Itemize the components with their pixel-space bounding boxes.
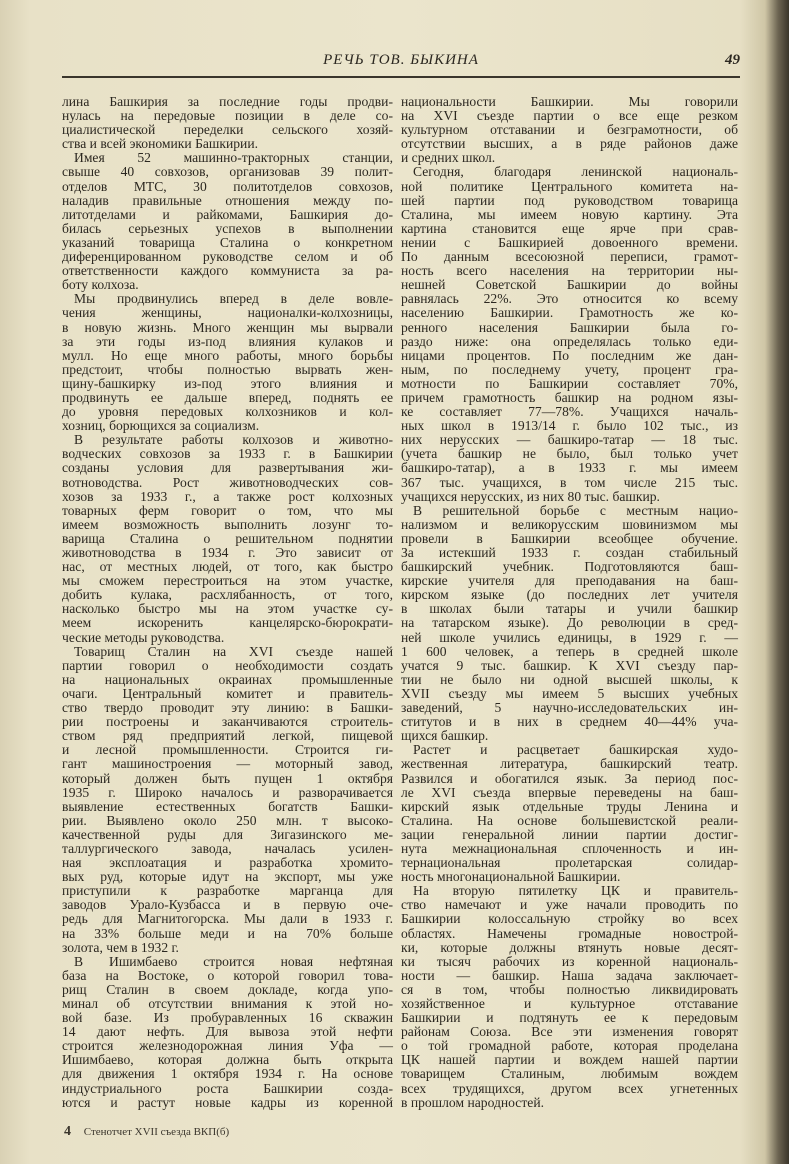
text-line: раздо ниже: она определялась только еди- [401,333,738,349]
text-line: щину-башкирку из-под этого влияния и [62,375,393,391]
text-line: Мы продвинулись вперед в деле вовле- [74,291,393,307]
text-line: ство твердо проводит эту линию: в Башки- [62,700,393,716]
text-line: который должен быть пущен 1 октября [62,770,393,786]
text-line: ность многонациональной Башкирии. [401,869,621,885]
text-line: жественная литература, башкирский театр. [401,756,738,772]
text-line: имеем возможность выполнить лозунг то- [62,516,393,532]
text-line: хозов за 1933 г., а также рост колхозных [62,488,393,504]
text-line: диференцированном руководстве селом и об [62,249,393,265]
text-line: тернациональная пролетарская солидар- [401,855,738,871]
text-line: учащихся нерусских, из них 80 тыс. башкир. [401,488,660,504]
text-line: литотделами и райкомами, Башкирия до- [62,206,393,222]
text-line: свыше 40 совхозов, организовав 39 полит- [62,164,393,180]
running-title: РЕЧЬ ТОВ. БЫКИНА [323,52,479,68]
text-line: ность всего населения на территории ны- [401,263,738,279]
text-line: насколько быстро мы на этом участке су- [62,601,393,617]
paragraph [62,433,393,644]
text-line: (учета башкир не было, был только учет [401,446,738,462]
text-line: золота, чем в 1932 г. [62,939,179,955]
text-line: наладив правильные отношения между по- [62,192,393,208]
text-line: Башкирии колоссальную стройку во всех [401,911,738,927]
text-line: до уровня передовых колхозников и кол- [62,404,393,420]
text-line: башкиро-татар), а в 1933 г. мы имеем [401,460,738,476]
text-line: нас, от местных людей, от того, как быстро [62,559,393,575]
text-line: районам Союза. Все эти изменения говорят [401,1024,738,1040]
text-line: ных школ в 1913/14 г. было 102 тыс., из [401,418,738,434]
text-line: зации генеральной линии партии достиг- [401,826,738,842]
footer-signature-text: Стенотчет XVII съезда ВКП(б) [83,1126,230,1138]
text-line: нешней Советской Башкирии до войны [401,277,738,293]
text-line: приступили к разработке марганца для [62,883,393,899]
text-line: товарных ферм говорит о том, что мы [62,502,393,518]
text-line: циалистической переделки сельского хозяй- [62,122,393,138]
text-line: нализмом и великорусским шовинизмом мы [401,516,738,532]
text-line: тии не было ни одной высшей школы, к [401,671,738,687]
text-line: боту колхоза. [62,277,139,293]
paragraph [62,955,393,1110]
text-line: картина становится еще ярче при срав- [401,220,738,236]
text-line: рии построены и заканчиваются строитель- [62,714,393,730]
text-line: указаний товарища Сталина о конкретном [62,234,393,250]
text-line: ки тысяч рабочих из коренной националь- [401,953,738,969]
signature-number: 4 [64,1124,71,1139]
text-line: на национальных окраинах промышленные [62,671,393,687]
page-footer [64,1124,229,1140]
text-line: добить кулака, расхлябанность, от того, [62,587,393,603]
text-line: равнялась 22%. Это относится ко всему [401,291,738,307]
text-line: ются и растут новые кадры из коренной [62,1094,393,1110]
paragraph [401,743,738,884]
text-line: продвинуть ее дальше вперед, поднять ее [62,389,393,405]
running-header [62,52,740,74]
text-line: и средних школ. [401,150,496,166]
text-line: для движения 1 октября 1934 г. На основе [62,1066,393,1082]
text-line: В решительной борьбе с местным нацио- [413,502,738,518]
text-line: отделов МТС, 30 политотделов совхозов, [62,178,393,194]
text-line: ная эксплоатация и разработка хромито- [62,855,393,871]
text-line: нулась на передовые позиции в деле со- [62,108,393,124]
paragraph [401,95,738,165]
text-line: ство намечают и уже начали проводить по [401,897,738,913]
text-line: культурном отставании и безграмотности, об [401,122,738,138]
text-line: ства и всей экономики Башкирии. [62,136,259,152]
text-line: По данным всесоюзной переписи, грамот- [401,249,738,265]
text-line: хозниц, борющихся за социализм. [62,418,260,434]
text-line: причем грамотность башкир на родном язы- [401,389,738,405]
text-line: В результате работы колхозов и животно- [74,432,393,448]
text-line: областях. Намечены громадные новострой- [401,925,738,941]
text-line: За истекший 1933 г. создан стабильный [401,545,738,560]
text-line: Ишимбаево, которая должна быть открыта [62,1052,393,1068]
text-line: ки, которые должны втянуть новые десят- [401,939,738,955]
text-line: строится железнодорожная линия Уфа — [62,1038,393,1054]
text-line: На вторую пятилетку ЦК и правитель- [413,883,738,899]
paragraph [62,95,393,151]
text-line: мулл. Но еще много работы, много борьбы [62,347,393,363]
text-line: шей партии под руководством товарища [401,192,738,208]
text-line: Сталина. На основе большевистской реали- [401,812,738,828]
text-line: и лесной промышленности. Строится ги- [62,742,393,758]
text-line: на 33% больше меди и на 70% больше [62,925,393,941]
text-line: вой базе. Из пробуравленных 16 скважин [62,1010,393,1026]
text-line: национальности Башкирии. Мы говорили [401,94,738,109]
text-line: кирский язык отдельные труды Ленина и [401,798,738,814]
text-line: ней школе учились единицы, в 1929 г. — [401,629,738,645]
text-line: лина Башкирия за последние годы продви- [62,94,393,109]
text-line: 1935 г. Широко началось и разворачивается [62,784,393,800]
text-line: мы сможем перестроиться на этом участке, [62,573,393,589]
page-number: 49 [725,52,740,68]
text-line: всех трудящихся, другом всех угнетенных [401,1080,738,1096]
text-line: нении с Башкирией довоенного времени. [401,234,738,250]
text-line: заведений, 5 научно-исследовательских ин- [401,700,738,716]
text-line: товарищем Сталиным, любимым вождем [401,1066,738,1082]
text-line: мотности по Башкирии составляет 70%, [401,375,738,391]
text-line: созданы условия для развертывания жи- [62,460,393,476]
text-line: ной политике Центрального комитета на- [401,178,738,194]
text-line: в новую жизнь. Много женщин мы вырвали [62,319,393,335]
text-line: Товарищ Сталин на XVI съезде нашей [74,643,393,659]
text-line: вотноводства. Рост животноводческих сов- [62,474,393,490]
text-line: в школах были татары и учили башкир [401,601,738,617]
text-line: ститутов и в них в среднем 40—44% уча- [401,714,738,730]
text-line: в прошлом народностей. [401,1094,544,1110]
text-line: рии. Выявлено около 250 млн. т высоко- [62,812,393,828]
text-line: XVII съезду мы имеем 5 высших учебных [401,685,738,701]
left-text-column [62,95,393,1110]
text-line: ке составляет 77—78%. Учащихся началь- [401,404,738,420]
text-line: таллургического завода, началась усилен- [62,840,393,856]
paragraph [62,151,393,292]
text-line: провели в Башкирии всеобщее обучение. [401,530,738,546]
text-line: рищ Сталин в своем докладе, когда упо- [62,981,393,997]
text-line: заводов Урало-Кузбасса и в первую оче- [62,897,393,913]
text-line: кирские учителя для преподавания на баш- [401,573,738,589]
text-line: партии говорил о необходимости создать [62,657,393,673]
text-line: кирском языке (до последних лет учителя [401,587,738,603]
text-line: ле XVI съезда впервые переведены на баш- [401,784,738,800]
text-line: база на Востоке, о которой говорил това- [62,967,393,983]
text-line: 367 тыс. учащихся, в том числе 215 тыс. [401,474,738,490]
text-line: ренного населения Башкирии была го- [401,319,738,335]
text-line: ся в том, чтобы полностью ликвидировать [401,981,738,997]
text-line: ницами процентов. По последним же дан- [401,347,738,363]
text-line: редь для Магнитогорска. Мы дали в 1933 г. [62,911,393,927]
text-line: ческие методы руководства. [62,629,225,645]
text-line: вых руд, которые идут на экспорт, мы уже [62,869,393,885]
text-line: о той громадной работе, которая проделана [401,1038,738,1054]
text-line: выявление естественных богатств Башки- [62,798,393,814]
text-line: Сегодня, благодаря ленинской националь- [413,164,738,180]
text-line: меем искоренить канцелярско-бюрократи- [62,615,393,631]
text-line: варища Сталина о решительном поднятии [62,530,393,546]
text-line: Башкирии и подтянуть ее к передовым [401,1010,738,1026]
text-line: очаги. Центральный комитет и правитель- [62,685,393,701]
text-line: на татарском языке). До революции в сред- [401,615,738,631]
text-line: отсутствии высших, а в ряде районов даже [401,136,738,152]
paragraph [401,165,738,503]
text-line: животноводства в 1934 г. Это зависит от [62,545,393,560]
paragraph [62,645,393,955]
text-line: них нерусских — башкиро-татар — 18 тыс. [401,432,738,448]
text-line: гант машиностроения — моторный завод, [62,756,393,772]
text-line: В Ишимбаево строится новая нефтяная [74,953,393,969]
text-line: щихся башкир. [401,728,489,744]
text-line: ЦК нашей партии и вождем нашей партии [401,1052,738,1068]
text-line: хозяйственное и культурное отставание [401,996,738,1011]
text-line: качественной руды для Зигазинского ме- [62,826,393,842]
text-line: Развился и обогатился язык. За период пос- [401,770,738,786]
text-line: 14 дают нефть. Для вывоза этой нефти [62,1024,393,1040]
text-line: нута межнациональная сплоченность и ин- [401,840,738,856]
text-line: башкирский учебник. Подготовляются баш- [401,559,738,575]
text-line: предстоит, чтобы полностью вырвать жен- [62,361,393,377]
paragraph [62,292,393,433]
text-line: чения женщины, националки-колхозницы, [62,305,393,321]
text-line: Сталина, мы имеем новую картину. Эта [401,206,738,222]
right-text-column [401,95,738,1110]
text-line: билась серьезных успехов в выполнении [62,220,393,236]
text-line: на XVI съезде партии о все еще резком [401,108,738,124]
text-line: Растет и расцветает башкирская худо- [413,742,738,758]
text-line: водческих совхозов за 1933 г. в Башкирии [62,446,393,462]
text-line: ности — башкир. Наша задача заключает- [401,967,738,983]
text-line: 1 600 человек, а теперь в средней школе [401,643,738,659]
paragraph [401,504,738,744]
text-line: ответственности каждого коммуниста за ра- [62,263,393,279]
text-line: минал об отсутствии внимания к этой но- [62,996,393,1011]
text-line: индустриального роста Башкирии созда- [62,1080,393,1096]
text-line: ством ряд предприятий легкой, пищевой [62,728,393,744]
text-line: за эти годы из-под влияния кулаков и [62,333,393,349]
paragraph [401,884,738,1110]
text-line: ным, по последнему учету, процент гра- [401,361,738,377]
text-line: учатся 9 тыс. башкир. К XVI съезду пар- [401,657,738,673]
header-rule [62,76,740,78]
text-line: населению Башкирии. Грамотность же ко- [401,305,738,321]
text-line: Имея 52 машинно-тракторных станции, [74,150,393,166]
